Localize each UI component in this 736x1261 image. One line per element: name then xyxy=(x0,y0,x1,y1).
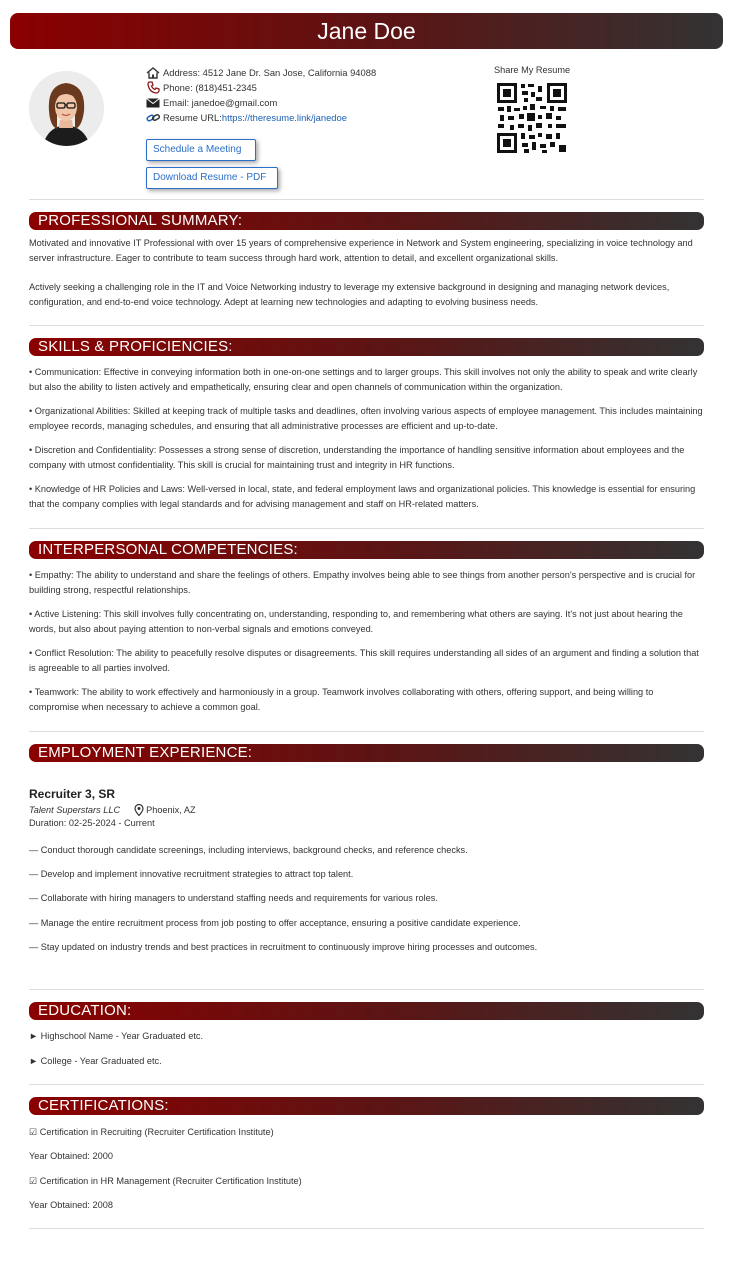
certification-item: ☑ Certification in Recruiting (Recruiter Certification Institute) xyxy=(29,1127,274,1137)
share-label: Share My Resume xyxy=(494,65,571,75)
interpersonal-item: • Teamwork: The ability to work effectively and harmoniously in a group. Teamwork involves collaborating with others, offering support, and being willing to compromise when necessary to achieve a common goal. xyxy=(29,687,654,712)
interpersonal-item: • Conflict Resolution: The ability to peacefully resolve disputes or disagreements. This skill requires understanding all sides of an argument and finding a solution that is agreeable to all parties involved. xyxy=(29,648,699,673)
education-item: ► College - Year Graduated etc. xyxy=(29,1056,162,1066)
duty-item: — Conduct thorough candidate screenings, including interviews, background checks, and reference checks. xyxy=(29,845,468,855)
email-icon xyxy=(145,96,161,109)
skill-item: • Knowledge of HR Policies and Laws: Well-versed in local, state, and federal employment laws and organizational policies. This knowledge is essential for ensuring that the company complies with legal standards and for advising management and staff on HR-related matters. xyxy=(29,484,696,509)
employment-heading: EMPLOYMENT EXPERIENCE: xyxy=(29,744,704,762)
interpersonal-heading: INTERPERSONAL COMPETENCIES: xyxy=(29,541,704,559)
home-icon xyxy=(145,66,161,79)
divider xyxy=(29,731,704,732)
schedule-meeting-button[interactable]: Schedule a Meeting xyxy=(146,139,256,161)
skill-item: • Discretion and Confidentiality: Possesses a strong sense of discretion, understanding the importance of handling sensitive information about employees and the company with utmost confidentiality. This skill is crucial for maintaining trust and integrity in HR functions. xyxy=(29,445,685,470)
contact-block xyxy=(145,65,445,125)
url-row xyxy=(145,110,445,125)
interpersonal-item: • Active Listening: This skill involves fully concentrating on, understanding, responding to, and remembering what others are saying. It's not just about hearing the words, but also about paying attention to non-verbal signals and emotions conveyed. xyxy=(29,609,683,634)
education-item: ► Highschool Name - Year Graduated etc. xyxy=(29,1031,204,1041)
address-row xyxy=(145,65,445,80)
job-title: Recruiter 3, SR xyxy=(29,787,116,801)
divider xyxy=(29,199,704,200)
skill-item: • Organizational Abilities: Skilled at keeping track of multiple tasks and deadlines, often involving various aspects of employee management. This includes maintaining employee records, managing schedules, and ensuring that all administrative processes are efficient and up-to-date. xyxy=(29,406,703,431)
divider xyxy=(29,1084,704,1085)
interpersonal-item: • Empathy: The ability to understand and share the feelings of others. Empathy involves being able to see things from another person's perspective and is crucial for building strong, respectful relationships. xyxy=(29,570,696,595)
avatar-photo xyxy=(29,71,104,146)
duty-item: — Stay updated on industry trends and best practices in recruitment to continuously improve hiring processes and outcomes. xyxy=(29,942,538,952)
divider xyxy=(29,989,704,990)
phone-icon xyxy=(145,81,161,94)
job-location: Phoenix, AZ xyxy=(146,805,196,815)
divider xyxy=(29,1228,704,1229)
summary-paragraph-1: Motivated and innovative IT Professional with over 15 years of comprehensive experience in Network and System engineering, specializing in voice technology and server infrastructure. Eager to contribute to team success through hard work, attention to detail, and excellent organizational skills. xyxy=(29,238,693,263)
education-heading: EDUCATION: xyxy=(29,1002,704,1020)
certification-year: Year Obtained: 2008 xyxy=(29,1200,113,1210)
email-text: Email: janedoe@gmail.com xyxy=(163,97,278,108)
email-row xyxy=(145,95,445,110)
job-duration: Duration: 02-25-2024 - Current xyxy=(29,818,155,828)
location-pin-icon xyxy=(134,804,144,816)
phone-text: Phone: (818)451-2345 xyxy=(163,82,257,93)
certifications-heading: CERTIFICATIONS: xyxy=(29,1097,704,1115)
qr-code-icon[interactable] xyxy=(496,82,568,154)
certification-year: Year Obtained: 2000 xyxy=(29,1151,113,1161)
link-icon xyxy=(145,111,161,124)
divider xyxy=(29,528,704,529)
address-text: Address: 4512 Jane Dr. San Jose, California 94088 xyxy=(163,67,377,78)
download-pdf-button[interactable]: Download Resume - PDF xyxy=(146,167,278,189)
divider xyxy=(29,325,704,326)
certification-item: ☑ Certification in HR Management (Recruiter Certification Institute) xyxy=(29,1176,302,1186)
url-label: Resume URL: xyxy=(163,112,222,123)
job-meta xyxy=(29,804,196,816)
duty-item: — Develop and implement innovative recruitment strategies to attract top talent. xyxy=(29,869,354,879)
job-company: Talent Superstars LLC xyxy=(29,805,121,815)
skill-item: • Communication: Effective in conveying information both in one-on-one settings and to larger groups. This skill involves not only the ability to speak and write clearly but also the ability to listen actively and empathetically, ensuring clear and open channels of communication within the organization. xyxy=(29,367,698,392)
summary-heading: PROFESSIONAL SUMMARY: xyxy=(29,212,704,230)
summary-paragraph-2: Actively seeking a challenging role in the IT and Voice Networking industry to leverage my extensive background in designing and managing network devices, configuration, and end-to-end voice technology. Adept at learning new technologies and adapting to evolving business needs. xyxy=(29,282,670,307)
phone-row xyxy=(145,80,445,95)
avatar xyxy=(29,71,104,146)
resume-name: Jane Doe xyxy=(317,18,416,44)
resume-url-link[interactable]: https://theresume.link/janedoe xyxy=(221,112,347,123)
duty-item: — Manage the entire recruitment process from job posting to offer acceptance, ensuring a positive candidate experience. xyxy=(29,918,521,928)
name-banner xyxy=(10,13,723,49)
skills-heading: SKILLS & PROFICIENCIES: xyxy=(29,338,704,356)
duty-item: — Collaborate with hiring managers to understand staffing needs and requirements for various roles. xyxy=(29,893,438,903)
